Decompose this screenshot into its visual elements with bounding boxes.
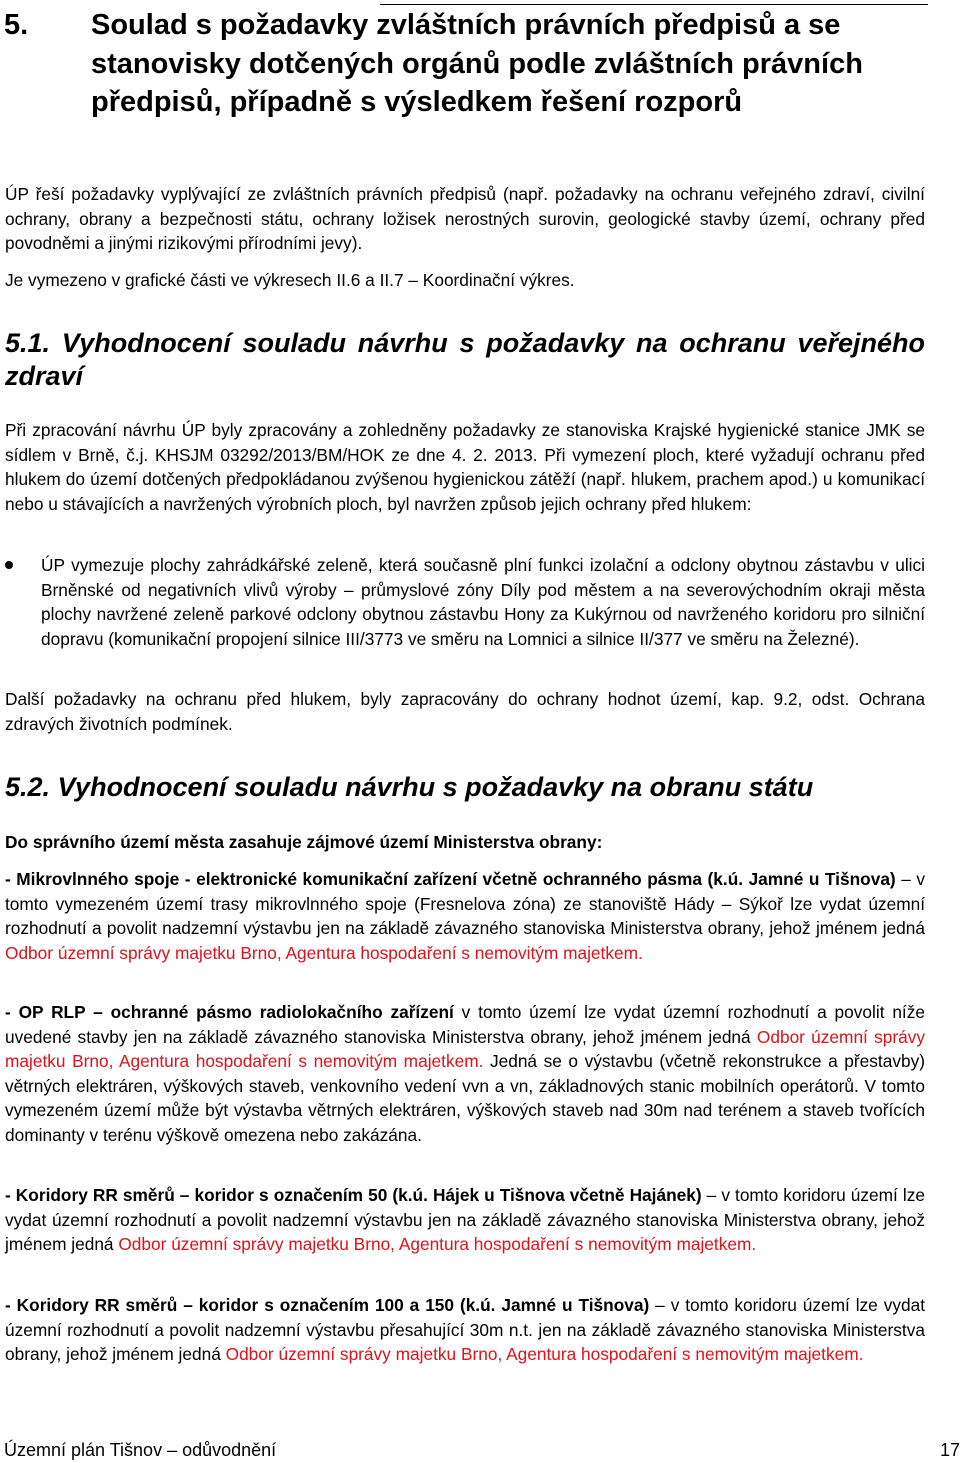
defense-item-corridor-50-title: - Koridory RR směrů – koridor s označením 50 (k.ú. Hájek u Tišnova včetně Hajánek) xyxy=(5,1185,702,1205)
defense-item-corridor-100-150 xyxy=(5,1293,925,1367)
defense-item-corridor-100-150-authority: Odbor územní správy majetku Brno, Agentura hospodaření s nemovitým majetkem. xyxy=(225,1344,864,1364)
section-note-paragraph: Je vymezeno v grafické části ve výkresech II.6 a II.7 – Koordinační výkres. xyxy=(5,270,575,290)
subsection-5-1-heading: 5.1. Vyhodnocení souladu návrhu s požadavky na ochranu veřejného zdraví xyxy=(5,328,925,391)
defense-item-microwave-authority: Odbor územní správy majetku Brno, Agentura hospodaření s nemovitým majetkem. xyxy=(5,942,643,963)
page-number: 17 xyxy=(939,1440,960,1460)
defense-item-microwave-text: – v tomto vymezeném území trasy mikrovlnného spoje (Fresnelova zóna) ze stanoviště Hády – Sýkoř lze vydat územní rozhodnutí a povolit nadzemní výstavbu jen na základě závazného stanoviska Ministerstva obrany, jehož jménem jedná xyxy=(5,869,925,938)
defense-item-radar-text: v tomto území lze vydat územní rozhodnutí a povolit níže uvedené stavby jen na základě závazného stanoviska Ministerstva obrany, jehož jménem jedná xyxy=(5,1002,925,1047)
header-rule xyxy=(380,4,928,5)
defense-item-radar-text2: Jedná se o výstavbu (včetně rekonstrukce a přestavby) větrných elektráren, výškových staveb, venkovního vedení vvn a vn, základnových stanic mobilních operátorů. V tomto vymezeném území může být výstavba větrných elektráren, výškových staveb nad 30m nad terénem a staveb tvořících dominanty v terénu výškově omezena nebo zakázána. xyxy=(5,1051,925,1145)
defense-item-corridor-50-text: – v tomto koridoru území lze vydat územní rozhodnutí a povolit nadzemní výstavbu jen na základě závazného stanoviska Ministerstva obrany, jehož jménem jedná xyxy=(5,1185,925,1254)
defense-item-microwave-title: - Mikrovlnného spoje - elektronické komunikační zařízení včetně ochranného pásma (k.ú. Jamné u Tišnova) xyxy=(5,869,896,889)
defense-item-radar xyxy=(5,1000,925,1147)
defense-item-corridor-50-authority: Odbor územní správy majetku Brno, Agentura hospodaření s nemovitým majetkem. xyxy=(118,1234,757,1254)
defense-item-microwave xyxy=(5,867,925,965)
defense-item-corridor-50 xyxy=(5,1183,925,1257)
defense-item-radar-authority: Odbor územní správy majetku Brno, Agentura hospodaření s nemovitým majetkem. xyxy=(5,1026,925,1071)
section-number: 5. xyxy=(4,9,29,41)
section-title: Soulad s požadavky zvláštních právních předpisů a se stanovisky dotčených orgánů podle zvláštních právních předpisů, případně s výsledkem řešení rozporů xyxy=(91,9,863,118)
section-intro-paragraph: ÚP řeší požadavky vyplývající ze zvláštních právních předpisů (např. požadavky na ochranu veřejného zdraví, civilní ochrany, obrany a bezpečnosti státu, ochrany ložisek nerostných surovin, geologické stavby území, ochrany před povodněmi a jinými rizikovými přírodními jevy). xyxy=(5,184,925,253)
subsection-5-1-closing-paragraph: Další požadavky na ochranu před hlukem, byly zapracovány do ochrany hodnot území, kap. 9.2, odst. Ochrana zdravých životních podmínek. xyxy=(5,689,925,734)
defense-item-corridor-100-150-text: – v tomto koridoru území lze vydat územní rozhodnutí a povolit nadzemní výstavbu přesahující 30m n.t. jen na základě závazného stanoviska Ministerstva obrany, jehož jménem jedná xyxy=(5,1295,925,1364)
defense-item-corridor-100-150-title: - Koridory RR směrů – koridor s označením 100 a 150 (k.ú. Jamné u Tišnova) xyxy=(5,1295,650,1315)
bullet-icon xyxy=(5,561,13,569)
subsection-5-2-heading: 5.2. Vyhodnocení souladu návrhu s požadavky na obranu státu xyxy=(5,772,814,802)
defense-item-radar-title: - OP RLP – ochranné pásmo radiolokačního zařízení xyxy=(5,1002,454,1022)
bullet-item: ÚP vymezuje plochy zahrádkářské zeleně, která současně plní funkci izolační a odclony obytnou zástavbu v ulici Brněnské od negativních vlivů výroby – průmyslové zóny Díly pod městem a na severovýchodním okraji města plochy navržené zeleně parkové odclony obytnou zástavbu Hony za Kukýrnou od navrženého koridoru pro silniční dopravu (komunikační propojení silnice III/3773 ve směru na Lomnici a silnice II/377 ve směru na Železné). xyxy=(41,555,925,649)
subsection-5-2-lead: Do správního území města zasahuje zájmové území Ministerstva obrany: xyxy=(5,832,603,852)
subsection-5-1-paragraph: Při zpracování návrhu ÚP byly zpracovány a zohledněny požadavky ze stanoviska Krajské hygienické stanice JMK se sídlem v Brně, č.j. KHSJM 03292/2013/BM/HOK ze dne 4. 2. 2013. Při vymezení ploch, které vyžadují ochranu před hlukem do území dotčených předpokládanou zvýšenou hygienickou zátěží (např. hlukem, prachem apod.) u komunikací nebo u stávajících a navržených výrobních ploch, byl navržen způsob jejich ochrany před hlukem: xyxy=(5,420,925,514)
footer-title: Územní plán Tišnov – odůvodnění xyxy=(4,1440,277,1460)
